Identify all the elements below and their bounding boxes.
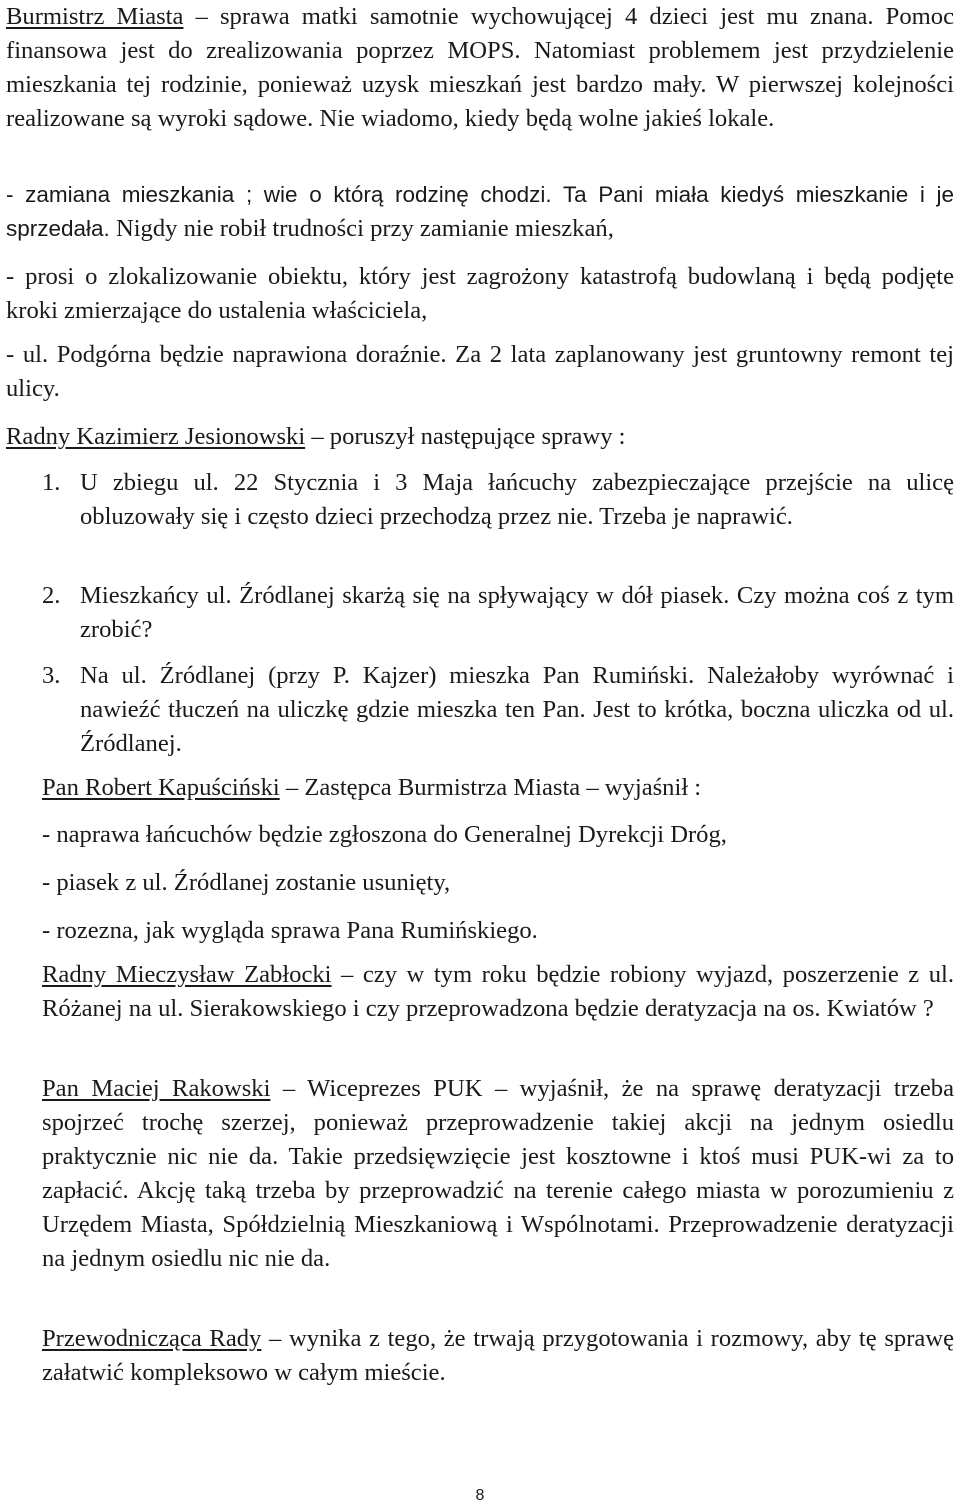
paragraph-text: Nigdy nie robił trudności przy zamianie mieszkań, xyxy=(109,215,614,242)
paragraph-text: - rozezna, jak wygląda sprawa Pana Rumińskiego. xyxy=(42,917,538,944)
paragraph-podgorna xyxy=(6,338,954,406)
paragraph-text: – poruszył następujące sprawy : xyxy=(305,423,626,450)
paragraph-kapuscinski xyxy=(42,771,954,805)
speaker-name: Pan Maciej Rakowski xyxy=(42,1075,271,1102)
list-item-text: Na ul. Źródlanej (przy P. Kajzer) mieszka Pan Rumiński. Należałoby wyrównać i nawieźć tłuczeń na uliczkę gdzie mieszka ten Pan. Jest to krótka, boczna uliczka od ul. Źródlanej. xyxy=(80,662,954,757)
paragraph-piasek xyxy=(42,866,954,900)
paragraph-obiekt xyxy=(6,260,954,328)
speaker-name: Przewodnicząca Rady xyxy=(42,1325,262,1352)
paragraph-jesionowski xyxy=(6,420,954,454)
paragraph-text: – sprawa matki samotnie wychowującej 4 dzieci jest mu znana. Pomoc finansowa jest do zrealizowania poprzez MOPS. Natomiast problemem jest przydzielenie mieszkania tej rodzinie, ponieważ uzysk mieszkań jest bardzo mały. W pierwszej kolejności realizowane są wyroki sądowe. Nie wiadomo, kiedy będą wolne jakieś lokale. xyxy=(6,3,954,132)
paragraph-zablocki xyxy=(42,958,954,1026)
paragraph-text: - zamiana mieszkania ; wie o którą rodzinę chodzi. Ta Pani miała kiedyś mieszkanie i je sprzedała. xyxy=(6,182,954,241)
list-item xyxy=(80,466,954,534)
list-item-text: Mieszkańcy ul. Źródlanej skarżą się na spływający w dół piasek. Czy można coś z tym zrobić? xyxy=(80,582,954,643)
paragraph-przewodniczaca xyxy=(42,1322,954,1390)
paragraph-lancuchy xyxy=(42,818,954,852)
page-number: 8 xyxy=(475,1487,485,1504)
speaker-name: Radny Kazimierz Jesionowski xyxy=(6,423,306,450)
list-number: 1. xyxy=(42,469,61,496)
paragraph-rozezna xyxy=(42,914,954,948)
list-item-text: U zbiegu ul. 22 Stycznia i 3 Maja łańcuchy zabezpieczające przejście na ulicę obluzowały się i często dzieci przechodzą przez nie. Trzeba je naprawić. xyxy=(80,469,954,530)
list-number: 3. xyxy=(42,662,61,689)
paragraph-text: – czy w tym roku będzie robiony wyjazd, poszerzenie z ul. Różanej na ul. Sierakowskiego i czy przeprowadzona będzie deratyzacja na os. Kwiatów ? xyxy=(42,961,954,1022)
speaker-name: Radny Mieczysław Zabłocki xyxy=(42,961,332,988)
paragraph-text: - naprawa łańcuchów będzie zgłoszona do Generalnej Dyrekcji Dróg, xyxy=(42,821,727,848)
paragraph-text: – Wiceprezes PUK – wyjaśnił, że na sprawę deratyzacji trzeba spojrzeć trochę szerzej, ponieważ przeprowadzenie takiej akcji na jednym osiedlu praktycznie nic nie da. Takie przedsięwzięcie jest kosztowne i ktoś musi PUK-wi za to zapłacić. Akcję taką trzeba by przeprowadzić na terenie całego miasta w porozumieniu z Urzędem Miasta, Spółdzielnią Mieszkaniową i Wspólnotami. Przeprowadzenie deratyzacji na jednym osiedlu nic nie da. xyxy=(42,1075,954,1272)
paragraph-text: - piasek z ul. Źródlanej zostanie usunięty, xyxy=(42,869,451,896)
list-item xyxy=(80,579,954,647)
paragraph-zamiana xyxy=(6,178,954,246)
paragraph-text: - ul. Podgórna będzie naprawiona doraźnie. Za 2 lata zaplanowany jest gruntowny remont tej ulicy. xyxy=(6,341,954,402)
speaker-name: Burmistrz Miasta xyxy=(6,3,184,30)
paragraph-burmistrz xyxy=(6,0,954,136)
paragraph-text: - prosi o zlokalizowanie obiektu, który jest zagrożony katastrofą budowlaną i będą podjęte kroki zmierzające do ustalenia właściciela, xyxy=(6,263,954,324)
paragraph-text: – wynika z tego, że trwają przygotowania i rozmowy, aby tę sprawę załatwić kompleksowo w całym mieście. xyxy=(42,1325,954,1386)
paragraph-rakowski xyxy=(42,1072,954,1276)
list-item xyxy=(80,659,954,761)
speaker-name: Pan Robert Kapuściński xyxy=(42,774,280,801)
paragraph-text: – Zastępca Burmistrza Miasta – wyjaśnił : xyxy=(279,774,702,801)
list-number: 2. xyxy=(42,582,61,609)
